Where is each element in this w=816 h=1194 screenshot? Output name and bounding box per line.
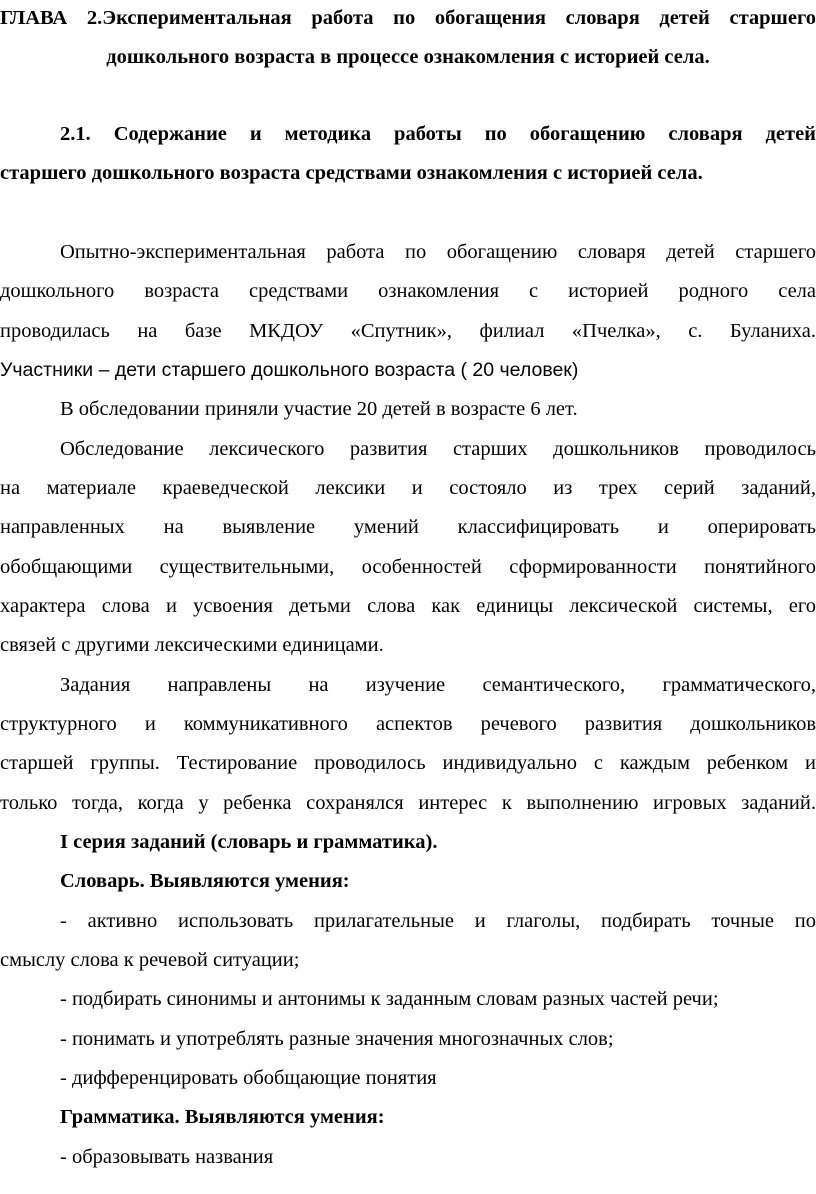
paragraph-line: направленных на выявление умений классифицировать и оперировать: [0, 516, 816, 538]
list-item: - активно использовать прилагательные и глаголы, подбирать точные по: [60, 910, 816, 932]
section-title-line-2: старшего дошкольного возраста средствами ознакомления с историей села.: [0, 162, 703, 184]
list-item: - подбирать синонимы и антонимы к заданным словам разных частей речи;: [60, 988, 719, 1010]
paragraph-line: старшей группы. Тестирование проводилось индивидуально с каждым ребенком и: [0, 752, 816, 774]
paragraph-line: обобщающими существительными, особенностей сформированности понятийного: [0, 556, 816, 578]
grammar-heading: Грамматика. Выявляются умения:: [60, 1106, 385, 1128]
paragraph-line: дошкольного возраста средствами ознакомления с историей родного села: [0, 280, 816, 302]
paragraph-line: на материале краеведческой лексики и состояло из трех серий заданий,: [0, 477, 816, 499]
participants-line: Участники – дети старшего дошкольного возраста ( 20 человек): [0, 359, 579, 381]
chapter-title-line-1: ГЛАВА 2.Экспериментальная работа по обогащения словаря детей старшего: [0, 7, 816, 29]
list-item: - дифференцировать обобщающие понятия: [60, 1067, 437, 1089]
series-heading: I серия заданий (словарь и грамматика).: [60, 831, 438, 853]
list-item: - образовывать названия: [60, 1146, 274, 1168]
paragraph-line: Опытно-экспериментальная работа по обогащению словаря детей старшего: [60, 241, 816, 263]
chapter-title-line-2: дошкольного возраста в процессе ознакомления с историей села.: [106, 46, 710, 68]
paragraph-line: Задания направлены на изучение семантического, грамматического,: [60, 674, 816, 696]
list-item: - понимать и употреблять разные значения многозначных слов;: [60, 1028, 614, 1050]
paragraph-line: проводилась на базе МКДОУ «Спутник», филиал «Пчелка», с. Буланиха.: [0, 320, 816, 342]
paragraph-line: связей с другими лексическими единицами.: [0, 634, 384, 656]
paragraph-line: характера слова и усвоения детьми слова как единицы лексической системы, его: [0, 595, 816, 617]
section-title-line-1: 2.1. Содержание и методика работы по обогащению словаря детей: [60, 123, 816, 145]
paragraph-line: только тогда, когда у ребенка сохранялся интерес к выполнению игровых заданий.: [0, 792, 816, 814]
list-item-continuation: смыслу слова к речевой ситуации;: [0, 949, 300, 971]
vocabulary-heading: Словарь. Выявляются умения:: [60, 870, 350, 892]
paragraph-line: В обследовании приняли участие 20 детей в возрасте 6 лет.: [60, 398, 578, 420]
paragraph-line: структурного и коммуникативного аспектов речевого развития дошкольников: [0, 713, 816, 735]
paragraph-line: Обследование лексического развития старших дошкольников проводилось: [60, 438, 816, 460]
